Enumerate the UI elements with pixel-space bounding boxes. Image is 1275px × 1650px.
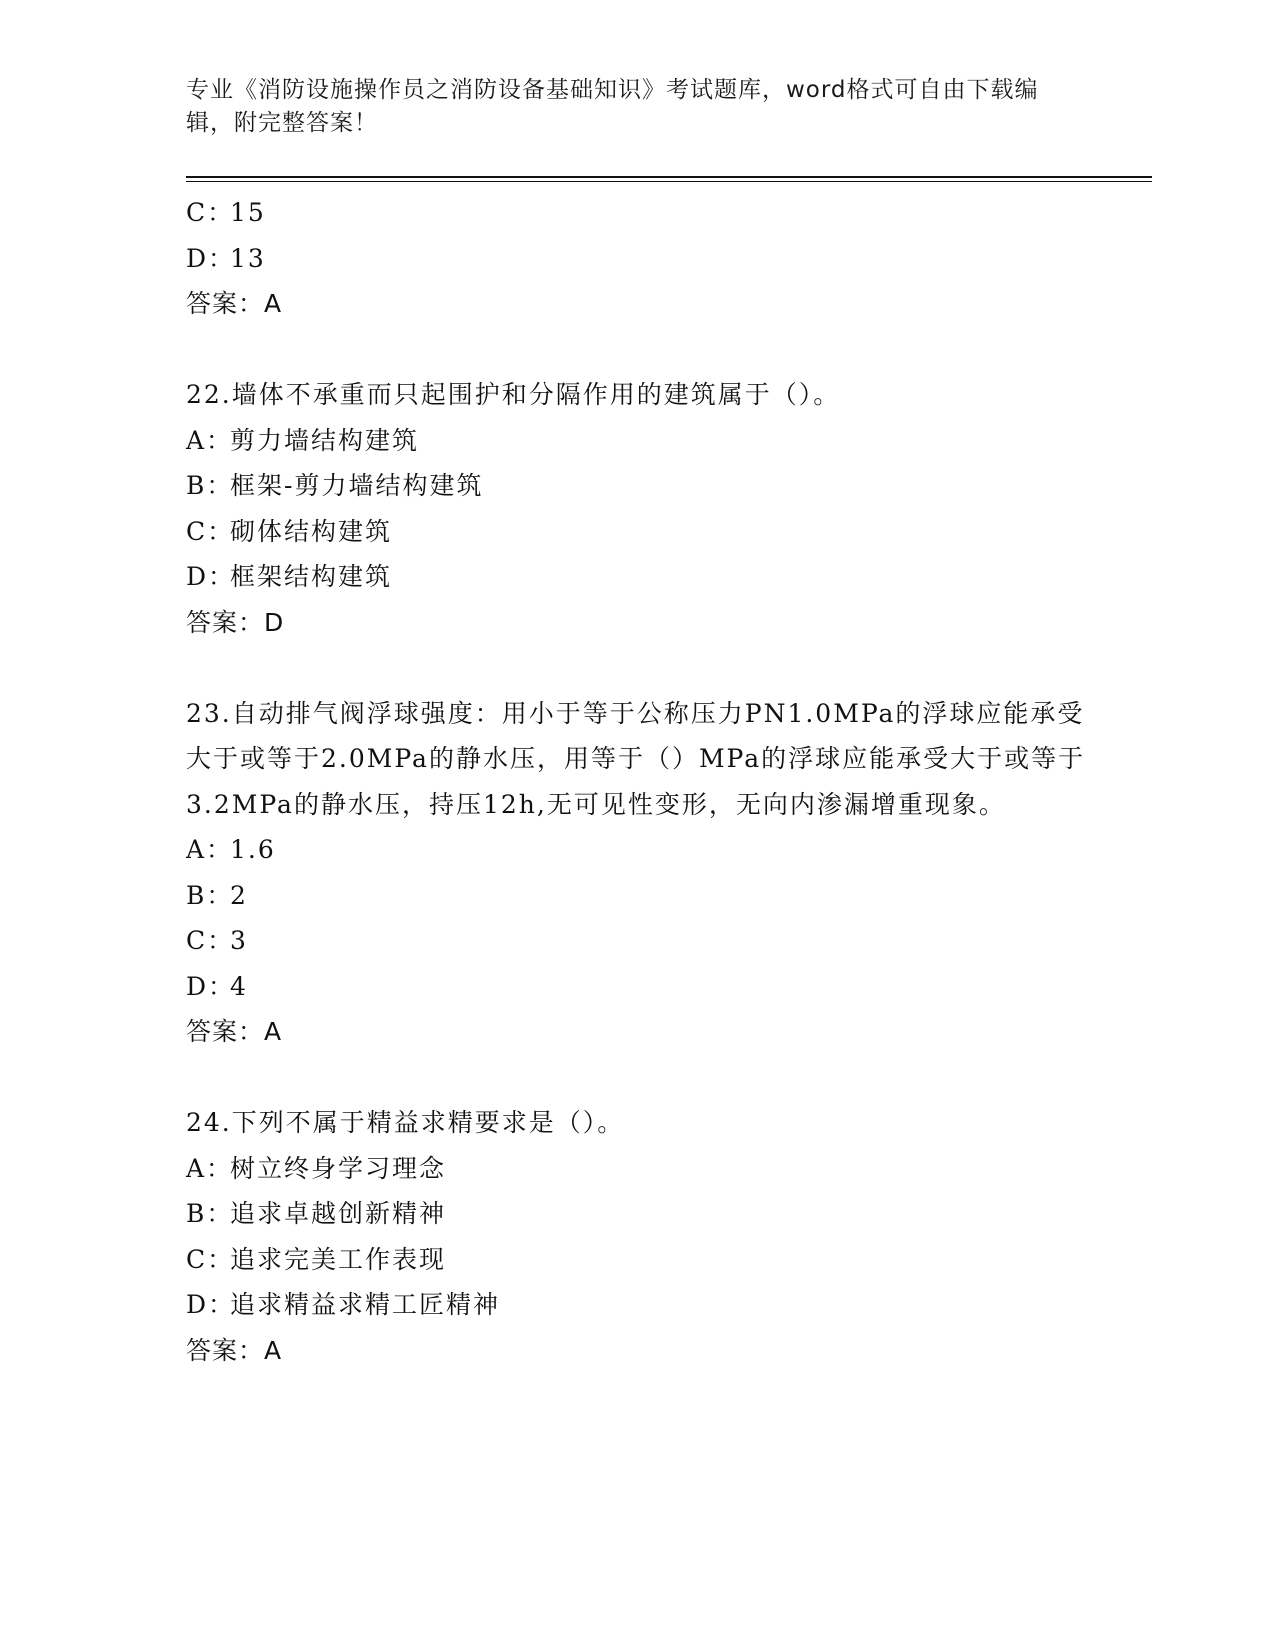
option-d bbox=[186, 1282, 1086, 1328]
option-letter: D： bbox=[186, 1290, 236, 1319]
option-text: 追求完美工作表现 bbox=[230, 1244, 447, 1274]
option-text: 2 bbox=[230, 880, 248, 910]
option-c bbox=[186, 918, 1086, 964]
question-24 bbox=[186, 1100, 1086, 1373]
option-letter: B： bbox=[186, 471, 234, 500]
answer-line: 答案：A bbox=[186, 289, 283, 318]
option-letter: A： bbox=[186, 425, 234, 455]
option-letter: A： bbox=[186, 835, 234, 864]
option-letter: C： bbox=[186, 516, 235, 546]
header-rule-thin bbox=[186, 181, 1152, 182]
option-text: 15 bbox=[230, 198, 266, 227]
option-c bbox=[186, 190, 1086, 236]
option-text: 追求精益求精工匠精神 bbox=[230, 1290, 501, 1319]
option-c bbox=[186, 509, 1086, 555]
spacer bbox=[186, 1055, 1086, 1101]
option-letter: B： bbox=[186, 1199, 234, 1228]
spacer bbox=[186, 645, 1086, 691]
option-a bbox=[186, 827, 1086, 873]
option-text: 框架-剪力墙结构建筑 bbox=[230, 471, 484, 500]
spacer bbox=[186, 327, 1086, 373]
option-b bbox=[186, 1191, 1086, 1237]
question-stem: 24.下列不属于精益求精要求是（）。 bbox=[186, 1108, 625, 1137]
header-rule-thick bbox=[186, 176, 1152, 178]
option-text: 3 bbox=[230, 926, 248, 955]
option-a bbox=[186, 1146, 1086, 1192]
option-text: 剪力墙结构建筑 bbox=[230, 425, 420, 455]
option-text: 4 bbox=[230, 971, 248, 1001]
question-23 bbox=[186, 691, 1086, 1055]
option-a bbox=[186, 418, 1086, 464]
option-letter: D： bbox=[186, 243, 236, 273]
option-d bbox=[186, 236, 1086, 282]
answer-line: 答案：A bbox=[186, 1017, 283, 1046]
option-letter: C： bbox=[186, 926, 235, 955]
option-text: 框架结构建筑 bbox=[230, 562, 393, 591]
answer-line: 答案：A bbox=[186, 1335, 283, 1365]
option-d bbox=[186, 964, 1086, 1010]
option-text: 追求卓越创新精神 bbox=[230, 1199, 447, 1228]
option-text: 13 bbox=[230, 243, 266, 273]
question-list bbox=[186, 190, 1086, 1373]
option-letter: C： bbox=[186, 1244, 235, 1274]
option-letter: A： bbox=[186, 1153, 234, 1183]
prev-question-block bbox=[186, 190, 1086, 327]
document-header: 专业《消防设施操作员之消防设备基础知识》考试题库，word格式可自由下载编辑，附完整答案！ bbox=[186, 77, 1039, 136]
option-letter: C： bbox=[186, 198, 235, 227]
option-letter: B： bbox=[186, 880, 234, 910]
option-c bbox=[186, 1237, 1086, 1283]
answer-line: 答案：D bbox=[186, 607, 285, 637]
option-b bbox=[186, 463, 1086, 509]
option-text: 树立终身学习理念 bbox=[230, 1153, 447, 1183]
option-letter: D： bbox=[186, 562, 236, 591]
option-text: 砌体结构建筑 bbox=[230, 516, 393, 546]
question-stem: 22.墙体不承重而只起围护和分隔作用的建筑属于（）。 bbox=[186, 380, 841, 409]
option-letter: D： bbox=[186, 971, 236, 1001]
option-text: 1.6 bbox=[230, 835, 276, 864]
option-b bbox=[186, 873, 1086, 919]
option-d bbox=[186, 554, 1086, 600]
question-22 bbox=[186, 372, 1086, 645]
question-stem: 23.自动排气阀浮球强度：用小于等于公称压力PN1.0MPa的浮球应能承受大于或等于2.0MPa的静水压，用等于（）MPa的浮球应能承受大于或等于3.2MPa的静水压，持压12h,无可见性变形，无向内渗漏增重现象。 bbox=[186, 698, 1086, 819]
